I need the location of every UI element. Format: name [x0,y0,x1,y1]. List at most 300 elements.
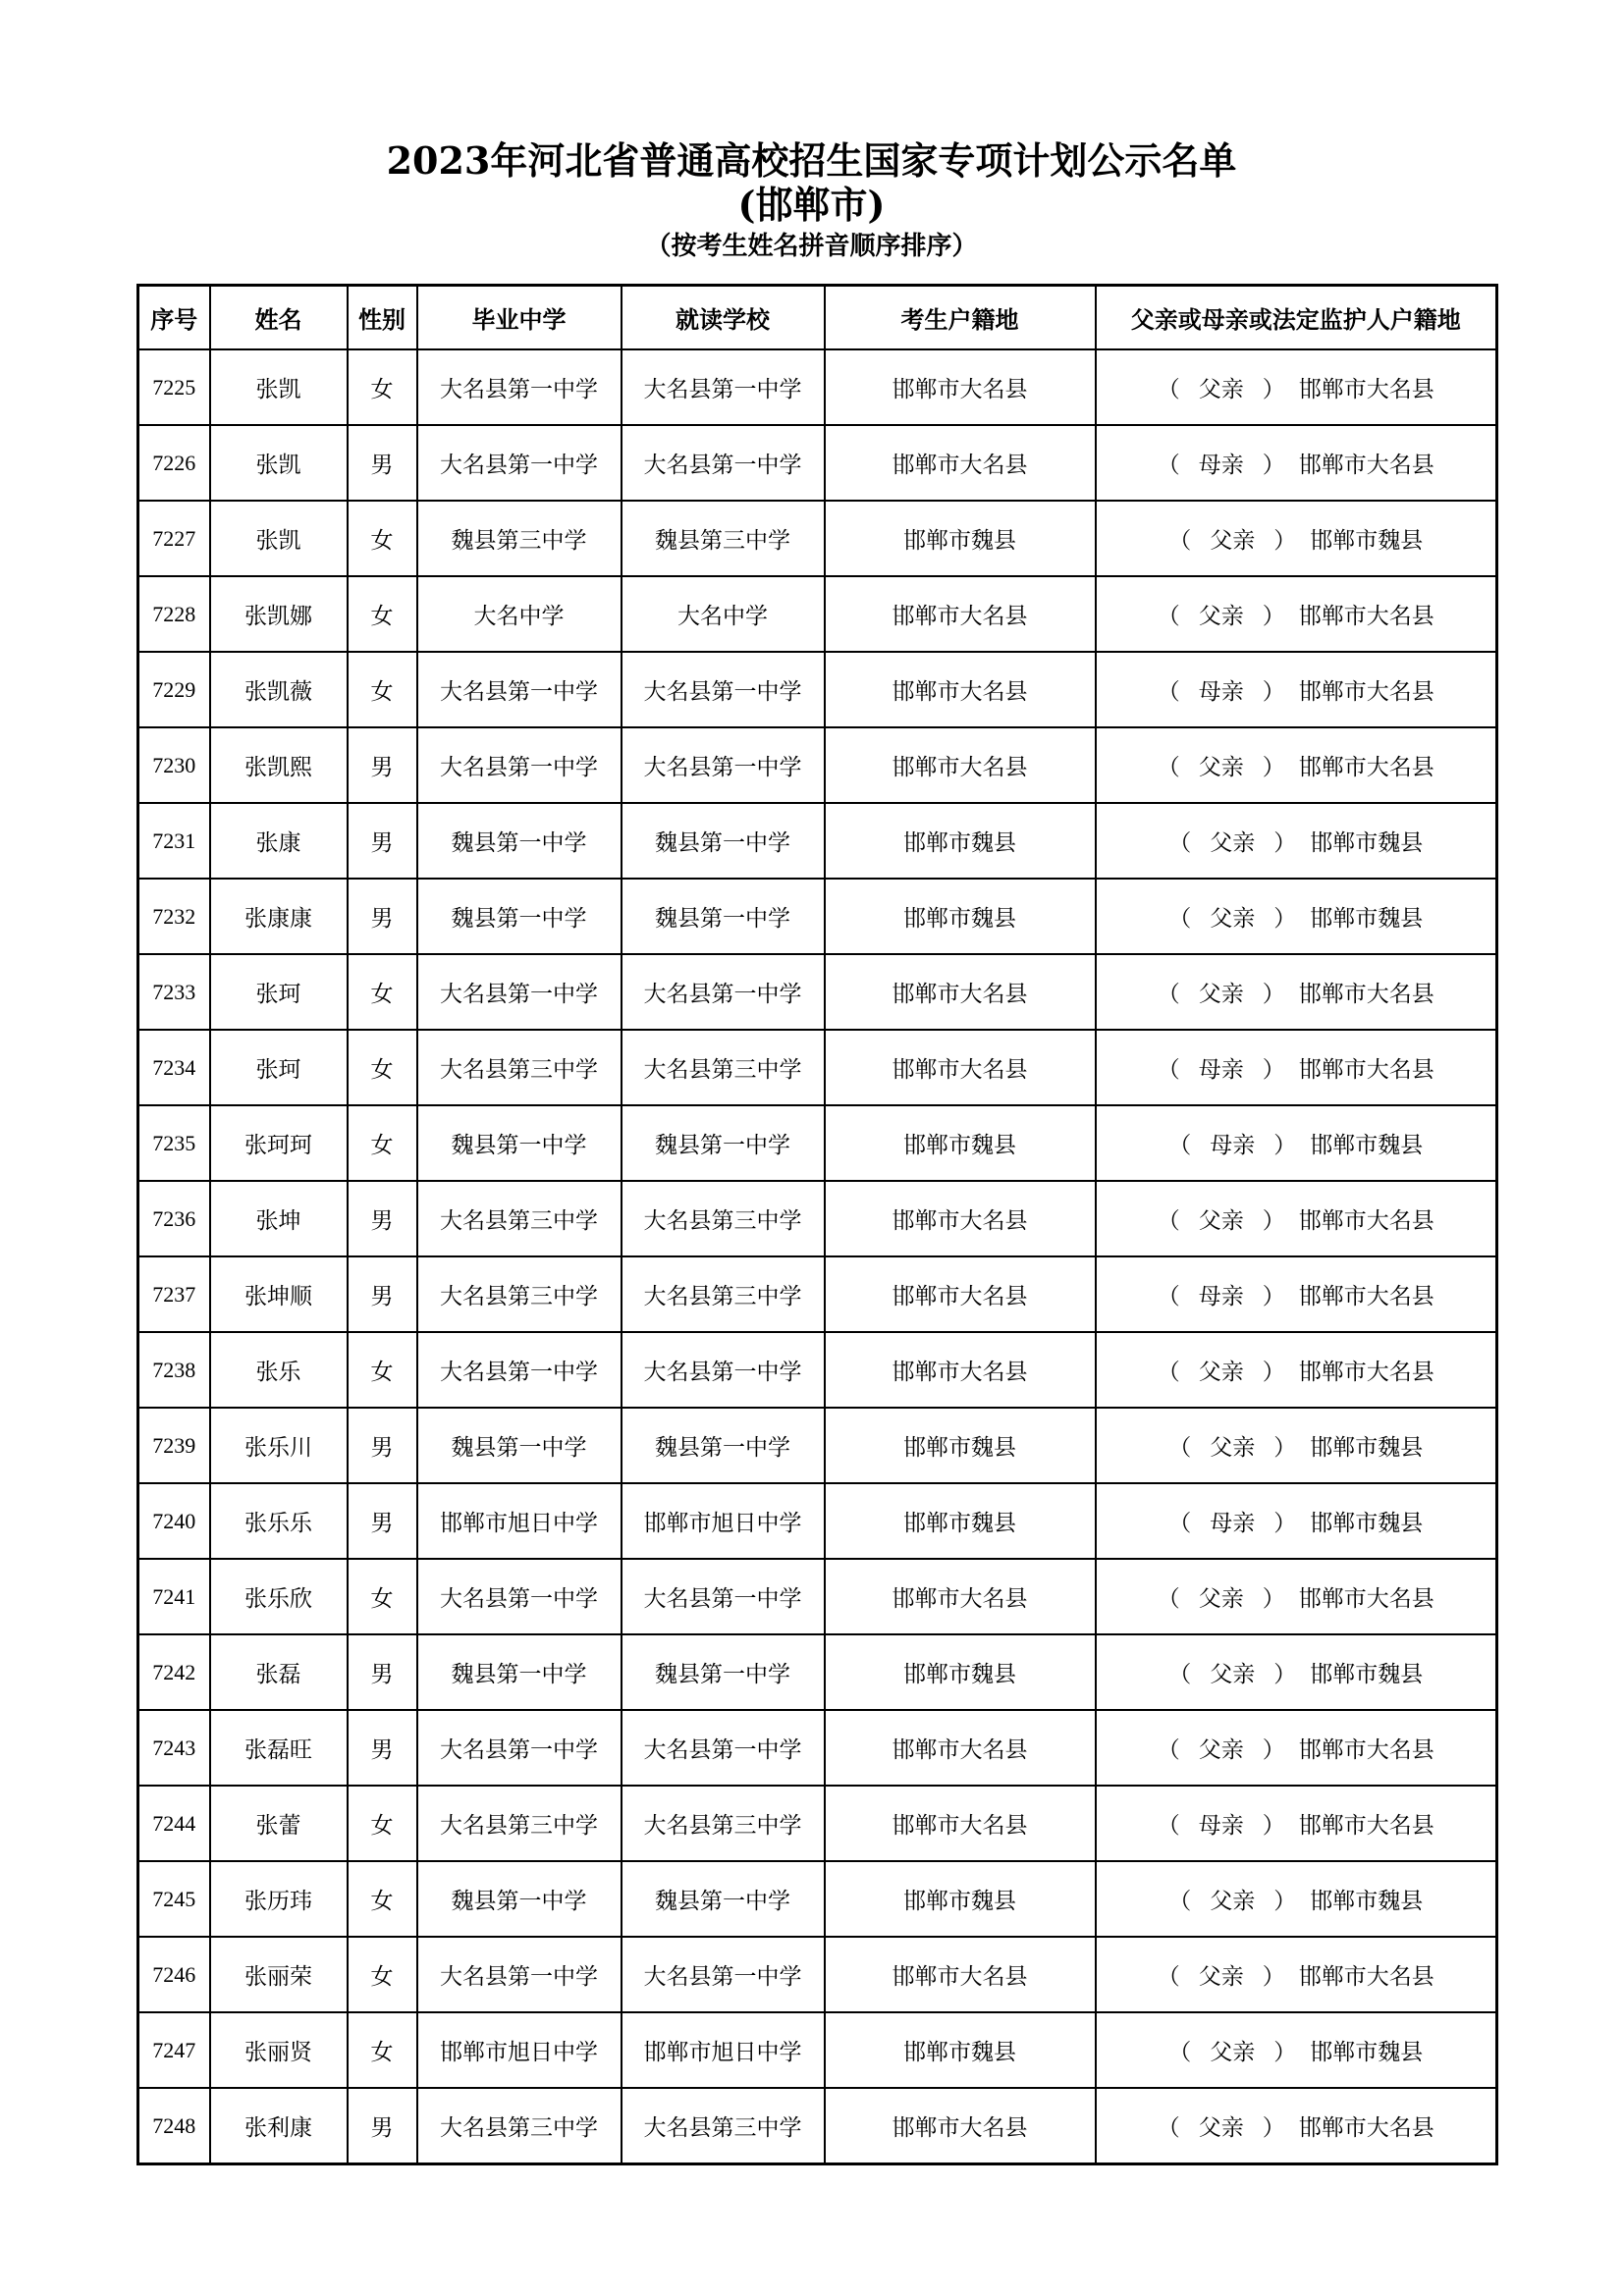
guardian-relation: 父亲 [1198,377,1244,402]
cell-name: 张凯熙 [210,727,348,803]
close-paren: ） [1262,679,1285,705]
guardian-hukou: 邯郸市大名县 [1298,1586,1434,1612]
cell-name: 张凯娜 [210,576,348,652]
cell-name: 张乐 [210,1332,348,1408]
applicant-table [136,284,1498,2165]
cell-gender: 男 [348,727,417,803]
cell-seq: 7242 [138,1634,210,1710]
guardian-relation: 父亲 [1198,1964,1244,1990]
guardian-relation: 母亲 [1198,679,1244,705]
table-row [138,1105,1497,1181]
cell-seq: 7232 [138,879,210,954]
cell-name: 张坤顺 [210,1256,348,1332]
guardian-relation: 父亲 [1210,1889,1256,1914]
header-name: 姓名 [210,286,348,350]
cell-hukou: 邯郸市大名县 [825,1332,1096,1408]
guardian-hukou: 邯郸市魏县 [1310,1511,1424,1536]
cell-gender: 女 [348,1105,417,1181]
cell-guardian-hukou [1096,2012,1497,2088]
table-row [138,2088,1497,2164]
guardian-hukou: 邯郸市魏县 [1310,906,1424,932]
guardian-hukou: 邯郸市大名县 [1298,1964,1434,1990]
open-paren: （ [1168,1133,1192,1158]
close-paren: ） [1273,906,1297,932]
table-row [138,1937,1497,2012]
cell-current-school: 大名县第一中学 [622,1710,825,1786]
table-row [138,1030,1497,1105]
cell-guardian-hukou [1096,1181,1497,1256]
guardian-relation: 母亲 [1198,1813,1244,1839]
guardian-hukou: 邯郸市大名县 [1298,1813,1434,1839]
cell-current-school: 魏县第一中学 [622,1861,825,1937]
guardian-relation: 父亲 [1210,1435,1256,1461]
cell-name: 张凯薇 [210,652,348,727]
guardian-hukou: 邯郸市魏县 [1310,528,1424,554]
cell-gender: 女 [348,954,417,1030]
cell-current-school: 大名县第三中学 [622,1786,825,1861]
cell-guardian-hukou [1096,1786,1497,1861]
close-paren: ） [1262,453,1285,478]
cell-guardian-hukou [1096,1634,1497,1710]
guardian-hukou: 邯郸市大名县 [1298,453,1434,478]
cell-seq: 7226 [138,425,210,501]
close-paren: ） [1273,2040,1297,2065]
cell-current-school: 大名中学 [622,576,825,652]
close-paren: ） [1273,1133,1297,1158]
cell-hukou: 邯郸市魏县 [825,879,1096,954]
close-paren: ） [1273,1435,1297,1461]
open-paren: （ [1157,1737,1180,1763]
table-row [138,1256,1497,1332]
cell-grad-school: 魏县第一中学 [417,1105,622,1181]
cell-gender: 女 [348,1332,417,1408]
close-paren: ） [1262,1813,1285,1839]
cell-seq: 7230 [138,727,210,803]
cell-current-school: 大名县第一中学 [622,349,825,425]
cell-seq: 7247 [138,2012,210,2088]
cell-name: 张坤 [210,1181,348,1256]
cell-gender: 男 [348,2088,417,2164]
cell-seq: 7245 [138,1861,210,1937]
cell-guardian-hukou [1096,1937,1497,2012]
cell-gender: 男 [348,879,417,954]
guardian-relation: 父亲 [1210,830,1256,856]
cell-hukou: 邯郸市魏县 [825,501,1096,576]
cell-current-school: 大名县第三中学 [622,1181,825,1256]
cell-seq: 7233 [138,954,210,1030]
close-paren: ） [1262,755,1285,780]
cell-grad-school: 魏县第三中学 [417,501,622,576]
cell-gender: 男 [348,1483,417,1559]
cell-hukou: 邯郸市魏县 [825,1634,1096,1710]
cell-seq: 7231 [138,803,210,879]
cell-gender: 男 [348,1181,417,1256]
cell-guardian-hukou [1096,425,1497,501]
table-row [138,2012,1497,2088]
table-row [138,1332,1497,1408]
table-row [138,879,1497,954]
open-paren: （ [1168,1889,1192,1914]
cell-seq: 7234 [138,1030,210,1105]
cell-guardian-hukou [1096,1710,1497,1786]
cell-guardian-hukou [1096,501,1497,576]
table-row [138,1408,1497,1483]
cell-gender: 女 [348,501,417,576]
cell-grad-school: 大名县第一中学 [417,1937,622,2012]
cell-hukou: 邯郸市大名县 [825,1786,1096,1861]
cell-grad-school: 大名县第一中学 [417,425,622,501]
header-hukou: 考生户籍地 [825,286,1096,350]
open-paren: （ [1157,1586,1180,1612]
header-seq: 序号 [138,286,210,350]
guardian-relation: 父亲 [1210,1662,1256,1687]
close-paren: ） [1262,377,1285,402]
guardian-hukou: 邯郸市大名县 [1298,1057,1434,1083]
cell-name: 张康康 [210,879,348,954]
guardian-hukou: 邯郸市魏县 [1310,2040,1424,2065]
table-row [138,576,1497,652]
cell-current-school: 大名县第三中学 [622,1256,825,1332]
guardian-relation: 父亲 [1198,2115,1244,2141]
cell-hukou: 邯郸市魏县 [825,803,1096,879]
cell-hukou: 邯郸市大名县 [825,954,1096,1030]
cell-gender: 男 [348,1710,417,1786]
cell-gender: 女 [348,1937,417,2012]
table-row [138,1483,1497,1559]
cell-name: 张乐乐 [210,1483,348,1559]
cell-guardian-hukou [1096,1332,1497,1408]
open-paren: （ [1168,1662,1192,1687]
open-paren: （ [1168,2040,1192,2065]
cell-gender: 男 [348,803,417,879]
cell-current-school: 大名县第三中学 [622,1030,825,1105]
table-body [138,349,1497,2164]
close-paren: ） [1273,528,1297,554]
cell-name: 张康 [210,803,348,879]
cell-hukou: 邯郸市大名县 [825,652,1096,727]
guardian-hukou: 邯郸市大名县 [1298,1284,1434,1309]
open-paren: （ [1168,830,1192,856]
cell-name: 张凯 [210,425,348,501]
close-paren: ） [1262,1737,1285,1763]
cell-seq: 7241 [138,1559,210,1634]
close-paren: ） [1273,1889,1297,1914]
document-sort-note: （按考生姓名拼音顺序排序） [645,232,978,261]
cell-grad-school: 大名县第三中学 [417,1181,622,1256]
cell-current-school: 魏县第一中学 [622,1634,825,1710]
guardian-hukou: 邯郸市大名县 [1298,1360,1434,1385]
cell-grad-school: 魏县第一中学 [417,1861,622,1937]
guardian-relation: 母亲 [1198,1057,1244,1083]
close-paren: ） [1262,604,1285,629]
cell-guardian-hukou [1096,1559,1497,1634]
guardian-hukou: 邯郸市大名县 [1298,679,1434,705]
table-row [138,1710,1497,1786]
cell-hukou: 邯郸市大名县 [825,349,1096,425]
cell-guardian-hukou [1096,1408,1497,1483]
header-current-school: 就读学校 [622,286,825,350]
cell-hukou: 邯郸市大名县 [825,1256,1096,1332]
cell-hukou: 邯郸市大名县 [825,1030,1096,1105]
open-paren: （ [1157,1057,1180,1083]
cell-current-school: 大名县第一中学 [622,1332,825,1408]
cell-guardian-hukou [1096,2088,1497,2164]
cell-gender: 男 [348,1634,417,1710]
cell-hukou: 邯郸市大名县 [825,576,1096,652]
document-subtitle: (邯郸市) [737,183,886,227]
document-title: 2023年河北省普通高校招生国家专项计划公示名单 [386,138,1237,183]
close-paren: ） [1262,2115,1285,2141]
cell-gender: 男 [348,425,417,501]
header-guardian-hukou: 父亲或母亲或法定监护人户籍地 [1096,286,1497,350]
cell-current-school: 魏县第三中学 [622,501,825,576]
cell-grad-school: 大名中学 [417,576,622,652]
cell-hukou: 邯郸市魏县 [825,2012,1096,2088]
guardian-relation: 父亲 [1210,906,1256,932]
cell-current-school: 魏县第一中学 [622,1408,825,1483]
guardian-hukou: 邯郸市大名县 [1298,1737,1434,1763]
guardian-hukou: 邯郸市大名县 [1298,377,1434,402]
cell-grad-school: 大名县第三中学 [417,1256,622,1332]
cell-grad-school: 大名县第一中学 [417,349,622,425]
cell-gender: 女 [348,1861,417,1937]
cell-guardian-hukou [1096,1483,1497,1559]
cell-current-school: 大名县第一中学 [622,954,825,1030]
cell-hukou: 邯郸市魏县 [825,1408,1096,1483]
table-row [138,501,1497,576]
cell-hukou: 邯郸市大名县 [825,1181,1096,1256]
guardian-hukou: 邯郸市大名县 [1298,1208,1434,1234]
cell-hukou: 邯郸市大名县 [825,1710,1096,1786]
cell-current-school: 魏县第一中学 [622,803,825,879]
close-paren: ） [1273,830,1297,856]
cell-seq: 7228 [138,576,210,652]
cell-gender: 女 [348,652,417,727]
cell-grad-school: 邯郸市旭日中学 [417,1483,622,1559]
open-paren: （ [1157,2115,1180,2141]
open-paren: （ [1157,982,1180,1007]
cell-grad-school: 魏县第一中学 [417,1408,622,1483]
cell-current-school: 魏县第一中学 [622,1105,825,1181]
guardian-relation: 母亲 [1198,1284,1244,1309]
open-paren: （ [1157,1813,1180,1839]
cell-current-school: 魏县第一中学 [622,879,825,954]
cell-grad-school: 大名县第一中学 [417,652,622,727]
cell-name: 张珂 [210,1030,348,1105]
cell-seq: 7225 [138,349,210,425]
close-paren: ） [1262,1208,1285,1234]
cell-gender: 女 [348,1786,417,1861]
cell-seq: 7238 [138,1332,210,1408]
table-row [138,954,1497,1030]
cell-hukou: 邯郸市大名县 [825,2088,1096,2164]
cell-current-school: 大名县第一中学 [622,1937,825,2012]
cell-seq: 7235 [138,1105,210,1181]
close-paren: ） [1262,982,1285,1007]
close-paren: ） [1262,1360,1285,1385]
cell-hukou: 邯郸市大名县 [825,1559,1096,1634]
cell-grad-school: 大名县第一中学 [417,954,622,1030]
cell-seq: 7244 [138,1786,210,1861]
cell-grad-school: 大名县第一中学 [417,1332,622,1408]
cell-guardian-hukou [1096,727,1497,803]
cell-hukou: 邯郸市魏县 [825,1105,1096,1181]
cell-seq: 7229 [138,652,210,727]
open-paren: （ [1157,453,1180,478]
cell-seq: 7227 [138,501,210,576]
cell-gender: 男 [348,1256,417,1332]
cell-gender: 女 [348,2012,417,2088]
open-paren: （ [1168,906,1192,932]
cell-name: 张利康 [210,2088,348,2164]
cell-grad-school: 邯郸市旭日中学 [417,2012,622,2088]
cell-current-school: 大名县第三中学 [622,2088,825,2164]
close-paren: ） [1273,1662,1297,1687]
guardian-relation: 父亲 [1210,528,1256,554]
cell-name: 张磊 [210,1634,348,1710]
close-paren: ） [1262,1964,1285,1990]
cell-guardian-hukou [1096,1861,1497,1937]
open-paren: （ [1157,1360,1180,1385]
guardian-relation: 母亲 [1210,1133,1256,1158]
cell-name: 张丽贤 [210,2012,348,2088]
cell-current-school: 邯郸市旭日中学 [622,2012,825,2088]
guardian-hukou: 邯郸市魏县 [1310,830,1424,856]
guardian-hukou: 邯郸市魏县 [1310,1435,1424,1461]
cell-seq: 7246 [138,1937,210,2012]
table-row [138,652,1497,727]
cell-guardian-hukou [1096,954,1497,1030]
close-paren: ） [1262,1586,1285,1612]
cell-hukou: 邯郸市魏县 [825,1861,1096,1937]
table-row [138,1559,1497,1634]
cell-name: 张丽荣 [210,1937,348,2012]
cell-guardian-hukou [1096,349,1497,425]
open-paren: （ [1157,1284,1180,1309]
cell-name: 张乐川 [210,1408,348,1483]
cell-hukou: 邯郸市大名县 [825,727,1096,803]
table-row [138,727,1497,803]
cell-guardian-hukou [1096,1030,1497,1105]
guardian-relation: 父亲 [1198,982,1244,1007]
cell-current-school: 邯郸市旭日中学 [622,1483,825,1559]
cell-gender: 女 [348,1030,417,1105]
cell-seq: 7248 [138,2088,210,2164]
cell-guardian-hukou [1096,652,1497,727]
open-paren: （ [1157,604,1180,629]
cell-guardian-hukou [1096,879,1497,954]
guardian-relation: 父亲 [1198,1737,1244,1763]
guardian-hukou: 邯郸市大名县 [1298,604,1434,629]
cell-guardian-hukou [1096,1256,1497,1332]
guardian-hukou: 邯郸市魏县 [1310,1133,1424,1158]
cell-gender: 男 [348,1408,417,1483]
header-grad-school: 毕业中学 [417,286,622,350]
guardian-relation: 父亲 [1198,1208,1244,1234]
table-row [138,1861,1497,1937]
close-paren: ） [1273,1511,1297,1536]
cell-hukou: 邯郸市魏县 [825,1483,1096,1559]
cell-name: 张凯 [210,349,348,425]
close-paren: ） [1262,1057,1285,1083]
cell-current-school: 大名县第一中学 [622,727,825,803]
cell-gender: 女 [348,576,417,652]
cell-current-school: 大名县第一中学 [622,1559,825,1634]
cell-grad-school: 魏县第一中学 [417,1634,622,1710]
cell-name: 张磊旺 [210,1710,348,1786]
cell-current-school: 大名县第一中学 [622,652,825,727]
open-paren: （ [1157,755,1180,780]
cell-name: 张历玮 [210,1861,348,1937]
table-row [138,349,1497,425]
cell-grad-school: 魏县第一中学 [417,803,622,879]
cell-hukou: 邯郸市大名县 [825,1937,1096,2012]
cell-seq: 7239 [138,1408,210,1483]
cell-guardian-hukou [1096,1105,1497,1181]
cell-seq: 7237 [138,1256,210,1332]
cell-seq: 7236 [138,1181,210,1256]
cell-name: 张蕾 [210,1786,348,1861]
cell-name: 张乐欣 [210,1559,348,1634]
guardian-hukou: 邯郸市魏县 [1310,1662,1424,1687]
table-row [138,1786,1497,1861]
guardian-hukou: 邯郸市大名县 [1298,982,1434,1007]
table-row [138,425,1497,501]
table-row [138,1634,1497,1710]
cell-grad-school: 大名县第一中学 [417,1559,622,1634]
open-paren: （ [1157,679,1180,705]
guardian-hukou: 邯郸市大名县 [1298,2115,1434,2141]
open-paren: （ [1157,1208,1180,1234]
cell-name: 张珂 [210,954,348,1030]
table-row [138,803,1497,879]
cell-guardian-hukou [1096,576,1497,652]
cell-seq: 7243 [138,1710,210,1786]
cell-grad-school: 大名县第三中学 [417,2088,622,2164]
table-row [138,1181,1497,1256]
open-paren: （ [1168,1511,1192,1536]
open-paren: （ [1157,377,1180,402]
cell-gender: 女 [348,349,417,425]
guardian-relation: 父亲 [1198,1360,1244,1385]
cell-grad-school: 大名县第一中学 [417,727,622,803]
cell-name: 张凯 [210,501,348,576]
open-paren: （ [1168,1435,1192,1461]
open-paren: （ [1157,1964,1180,1990]
cell-grad-school: 大名县第三中学 [417,1030,622,1105]
guardian-hukou: 邯郸市大名县 [1298,755,1434,780]
guardian-relation: 母亲 [1210,1511,1256,1536]
table-header-row [138,286,1497,350]
header-gender: 性别 [348,286,417,350]
cell-current-school: 大名县第一中学 [622,425,825,501]
cell-seq: 7240 [138,1483,210,1559]
cell-gender: 女 [348,1559,417,1634]
guardian-relation: 父亲 [1198,1586,1244,1612]
guardian-relation: 母亲 [1198,453,1244,478]
guardian-relation: 父亲 [1198,604,1244,629]
cell-grad-school: 大名县第三中学 [417,1786,622,1861]
close-paren: ） [1262,1284,1285,1309]
cell-hukou: 邯郸市大名县 [825,425,1096,501]
guardian-relation: 父亲 [1198,755,1244,780]
guardian-relation: 父亲 [1210,2040,1256,2065]
guardian-hukou: 邯郸市魏县 [1310,1889,1424,1914]
open-paren: （ [1168,528,1192,554]
cell-grad-school: 大名县第一中学 [417,1710,622,1786]
cell-grad-school: 魏县第一中学 [417,879,622,954]
cell-name: 张珂珂 [210,1105,348,1181]
